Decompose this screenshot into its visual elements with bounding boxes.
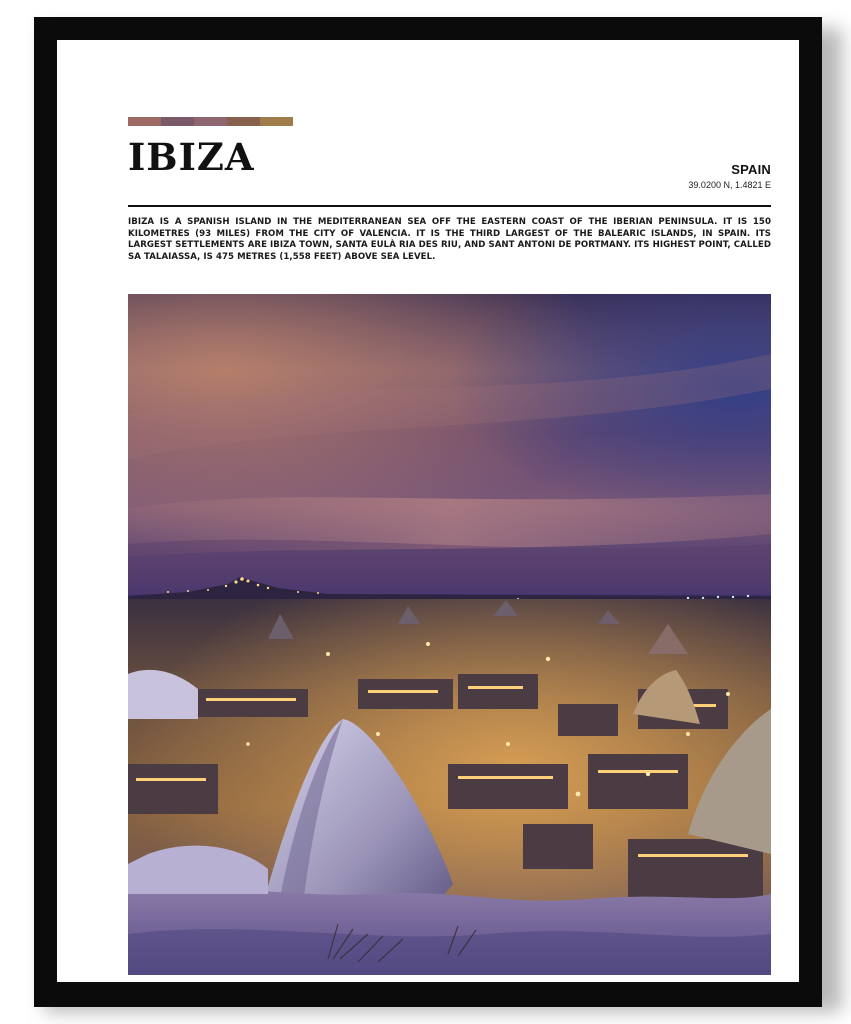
palette-swatch — [227, 117, 260, 126]
palette-swatch — [161, 117, 194, 126]
palette-swatch — [194, 117, 227, 126]
poster-mat — [57, 40, 799, 982]
title-divider — [128, 205, 771, 207]
poster-title: IBIZA — [128, 135, 255, 179]
travel-poster — [128, 117, 771, 977]
coordinates-label: 39.0200 N, 1.4821 E — [688, 180, 771, 190]
palette-swatch — [128, 117, 161, 126]
poster-description: IBIZA IS A SPANISH ISLAND IN THE MEDITERRANEAN SEA OFF THE EASTERN COAST OF THE IBERIAN PENINSULA. IT IS 150 KILOMETRES (93 MILES) FROM THE CITY OF VALENCIA. IT IS THE THIRD LARGEST OF THE BALEARIC ISLANDS, IN SPAIN. ITS LARGEST SETTLEMENTS ARE IBIZA TOWN, SANTA EULÀ RIA DES RIU, AND SANT ANTONI DE PORTMANY. ITS HIGHEST POINT, CALLED SA TALAIASSA, IS 475 METRES (1,558 FEET) ABOVE SEA LEVEL. — [128, 217, 771, 262]
color-palette — [128, 117, 293, 126]
night-town-photo — [128, 294, 771, 975]
palette-swatch — [260, 117, 293, 126]
picture-frame — [34, 17, 822, 1007]
country-label: SPAIN — [731, 162, 771, 177]
